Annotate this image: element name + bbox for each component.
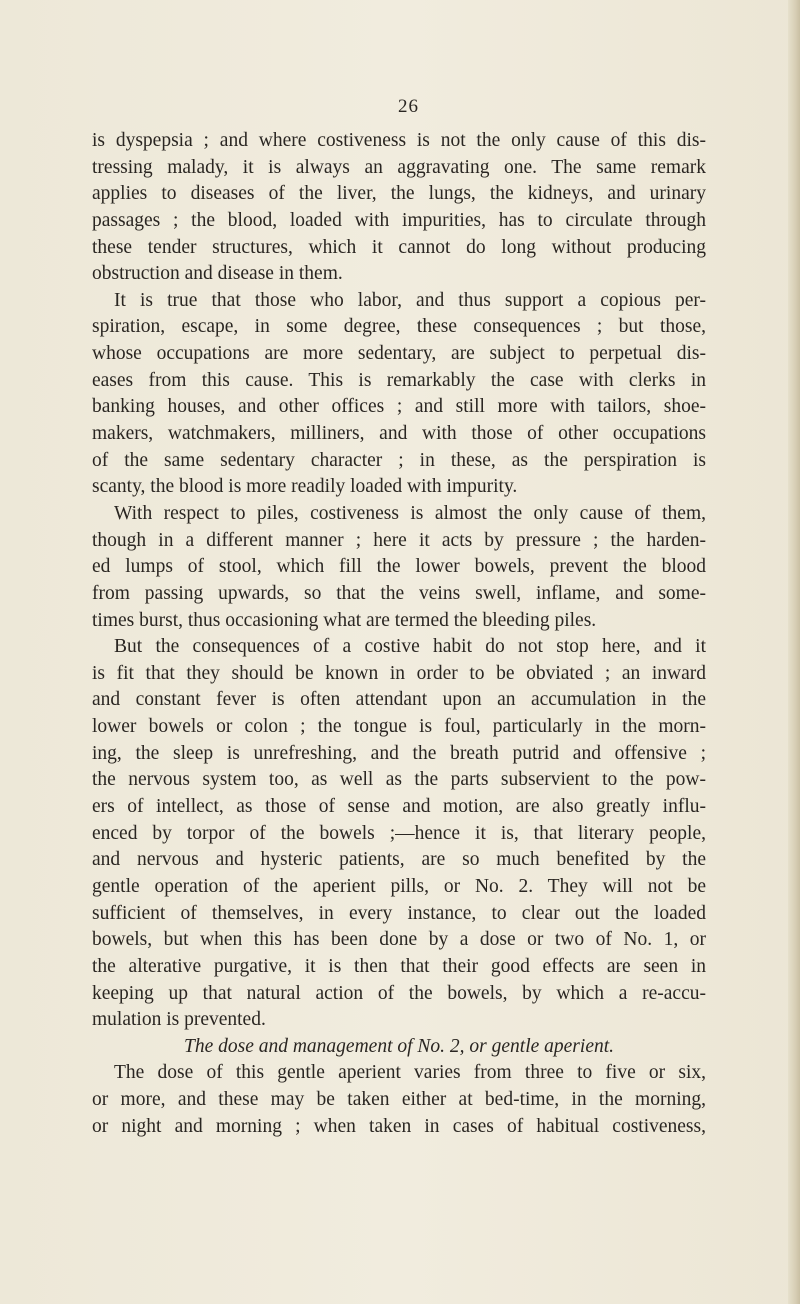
text-line: is fit that they should be known in order to be obviated ; an inward (92, 662, 706, 684)
text-line: lower bowels or colon ; the tongue is foul, particularly in the morn- (92, 716, 706, 738)
text-line: sufficient of themselves, in every instance, to clear out the loaded (92, 902, 706, 924)
text-line: and constant fever is often attendant upon an accumulation in the (92, 689, 706, 711)
text-line: makers, watchmakers, milliners, and with those of other occupations (92, 423, 706, 445)
text-line: ing, the sleep is unrefreshing, and the breath putrid and offensive ; (92, 742, 706, 764)
page-edge (788, 0, 800, 1304)
text-line: mulation is prevented. (92, 1009, 266, 1031)
section-heading: The dose and management of No. 2, or gentle aperient. (183, 1035, 615, 1057)
text-line: It is true that those who labor, and thus support a copious per- (114, 289, 706, 311)
text-line: banking houses, and other offices ; and still more with tailors, shoe- (92, 396, 706, 418)
text-line: keeping up that natural action of the bowels, by which a re-accu- (92, 982, 706, 1004)
text-line: But the consequences of a costive habit do not stop here, and it (114, 636, 706, 658)
text-line: and nervous and hysteric patients, are so much benefited by the (92, 849, 706, 871)
text-line: eases from this cause. This is remarkably the case with clerks in (92, 369, 706, 391)
text-line: scanty, the blood is more readily loaded with impurity. (92, 476, 518, 498)
text-line: times burst, thus occasioning what are termed the bleeding piles. (92, 609, 597, 631)
text-line: from passing upwards, so that the veins swell, inflame, and some- (92, 582, 706, 604)
text-line: passages ; the blood, loaded with impurities, has to circulate through (92, 209, 706, 231)
text-line: tressing malady, it is always an aggravating one. The same remark (92, 156, 706, 178)
text-line: ers of intellect, as those of sense and motion, are also greatly influ- (92, 796, 706, 818)
text-line: these tender structures, which it cannot do long without producing (92, 236, 706, 258)
text-line: is dyspepsia ; and where costiveness is not the only cause of this dis- (92, 130, 706, 151)
body-text (92, 128, 706, 1140)
text-line: The dose of this gentle aperient varies from three to five or six, (114, 1062, 706, 1084)
page-number: 26 (398, 96, 419, 117)
text-line: spiration, escape, in some degree, these consequences ; but those, (92, 316, 706, 338)
text-line: enced by torpor of the bowels ;—hence it is, that literary people, (92, 822, 706, 844)
text-line: whose occupations are more sedentary, are subject to perpetual dis- (92, 343, 706, 365)
text-line: ed lumps of stool, which fill the lower bowels, prevent the blood (92, 556, 706, 578)
text-line: though in a different manner ; here it acts by pressure ; the harden- (92, 529, 706, 551)
text-line: the alterative purgative, it is then that their good effects are seen in (92, 955, 706, 977)
text-line: With respect to piles, costiveness is almost the only cause of them, (114, 502, 706, 524)
text-line: or more, and these may be taken either at bed-time, in the morning, (92, 1089, 706, 1111)
text-line: the nervous system too, as well as the parts subservient to the pow- (92, 769, 706, 791)
text-line: gentle operation of the aperient pills, or No. 2. They will not be (92, 875, 706, 897)
text-line: of the same sedentary character ; in these, as the perspiration is (92, 449, 706, 471)
text-line: bowels, but when this has been done by a dose or two of No. 1, or (92, 929, 706, 951)
text-line: obstruction and disease in them. (92, 263, 343, 285)
text-line: or night and morning ; when taken in cases of habitual costiveness, (92, 1115, 706, 1137)
text-line: applies to diseases of the liver, the lungs, the kidneys, and urinary (92, 183, 706, 205)
